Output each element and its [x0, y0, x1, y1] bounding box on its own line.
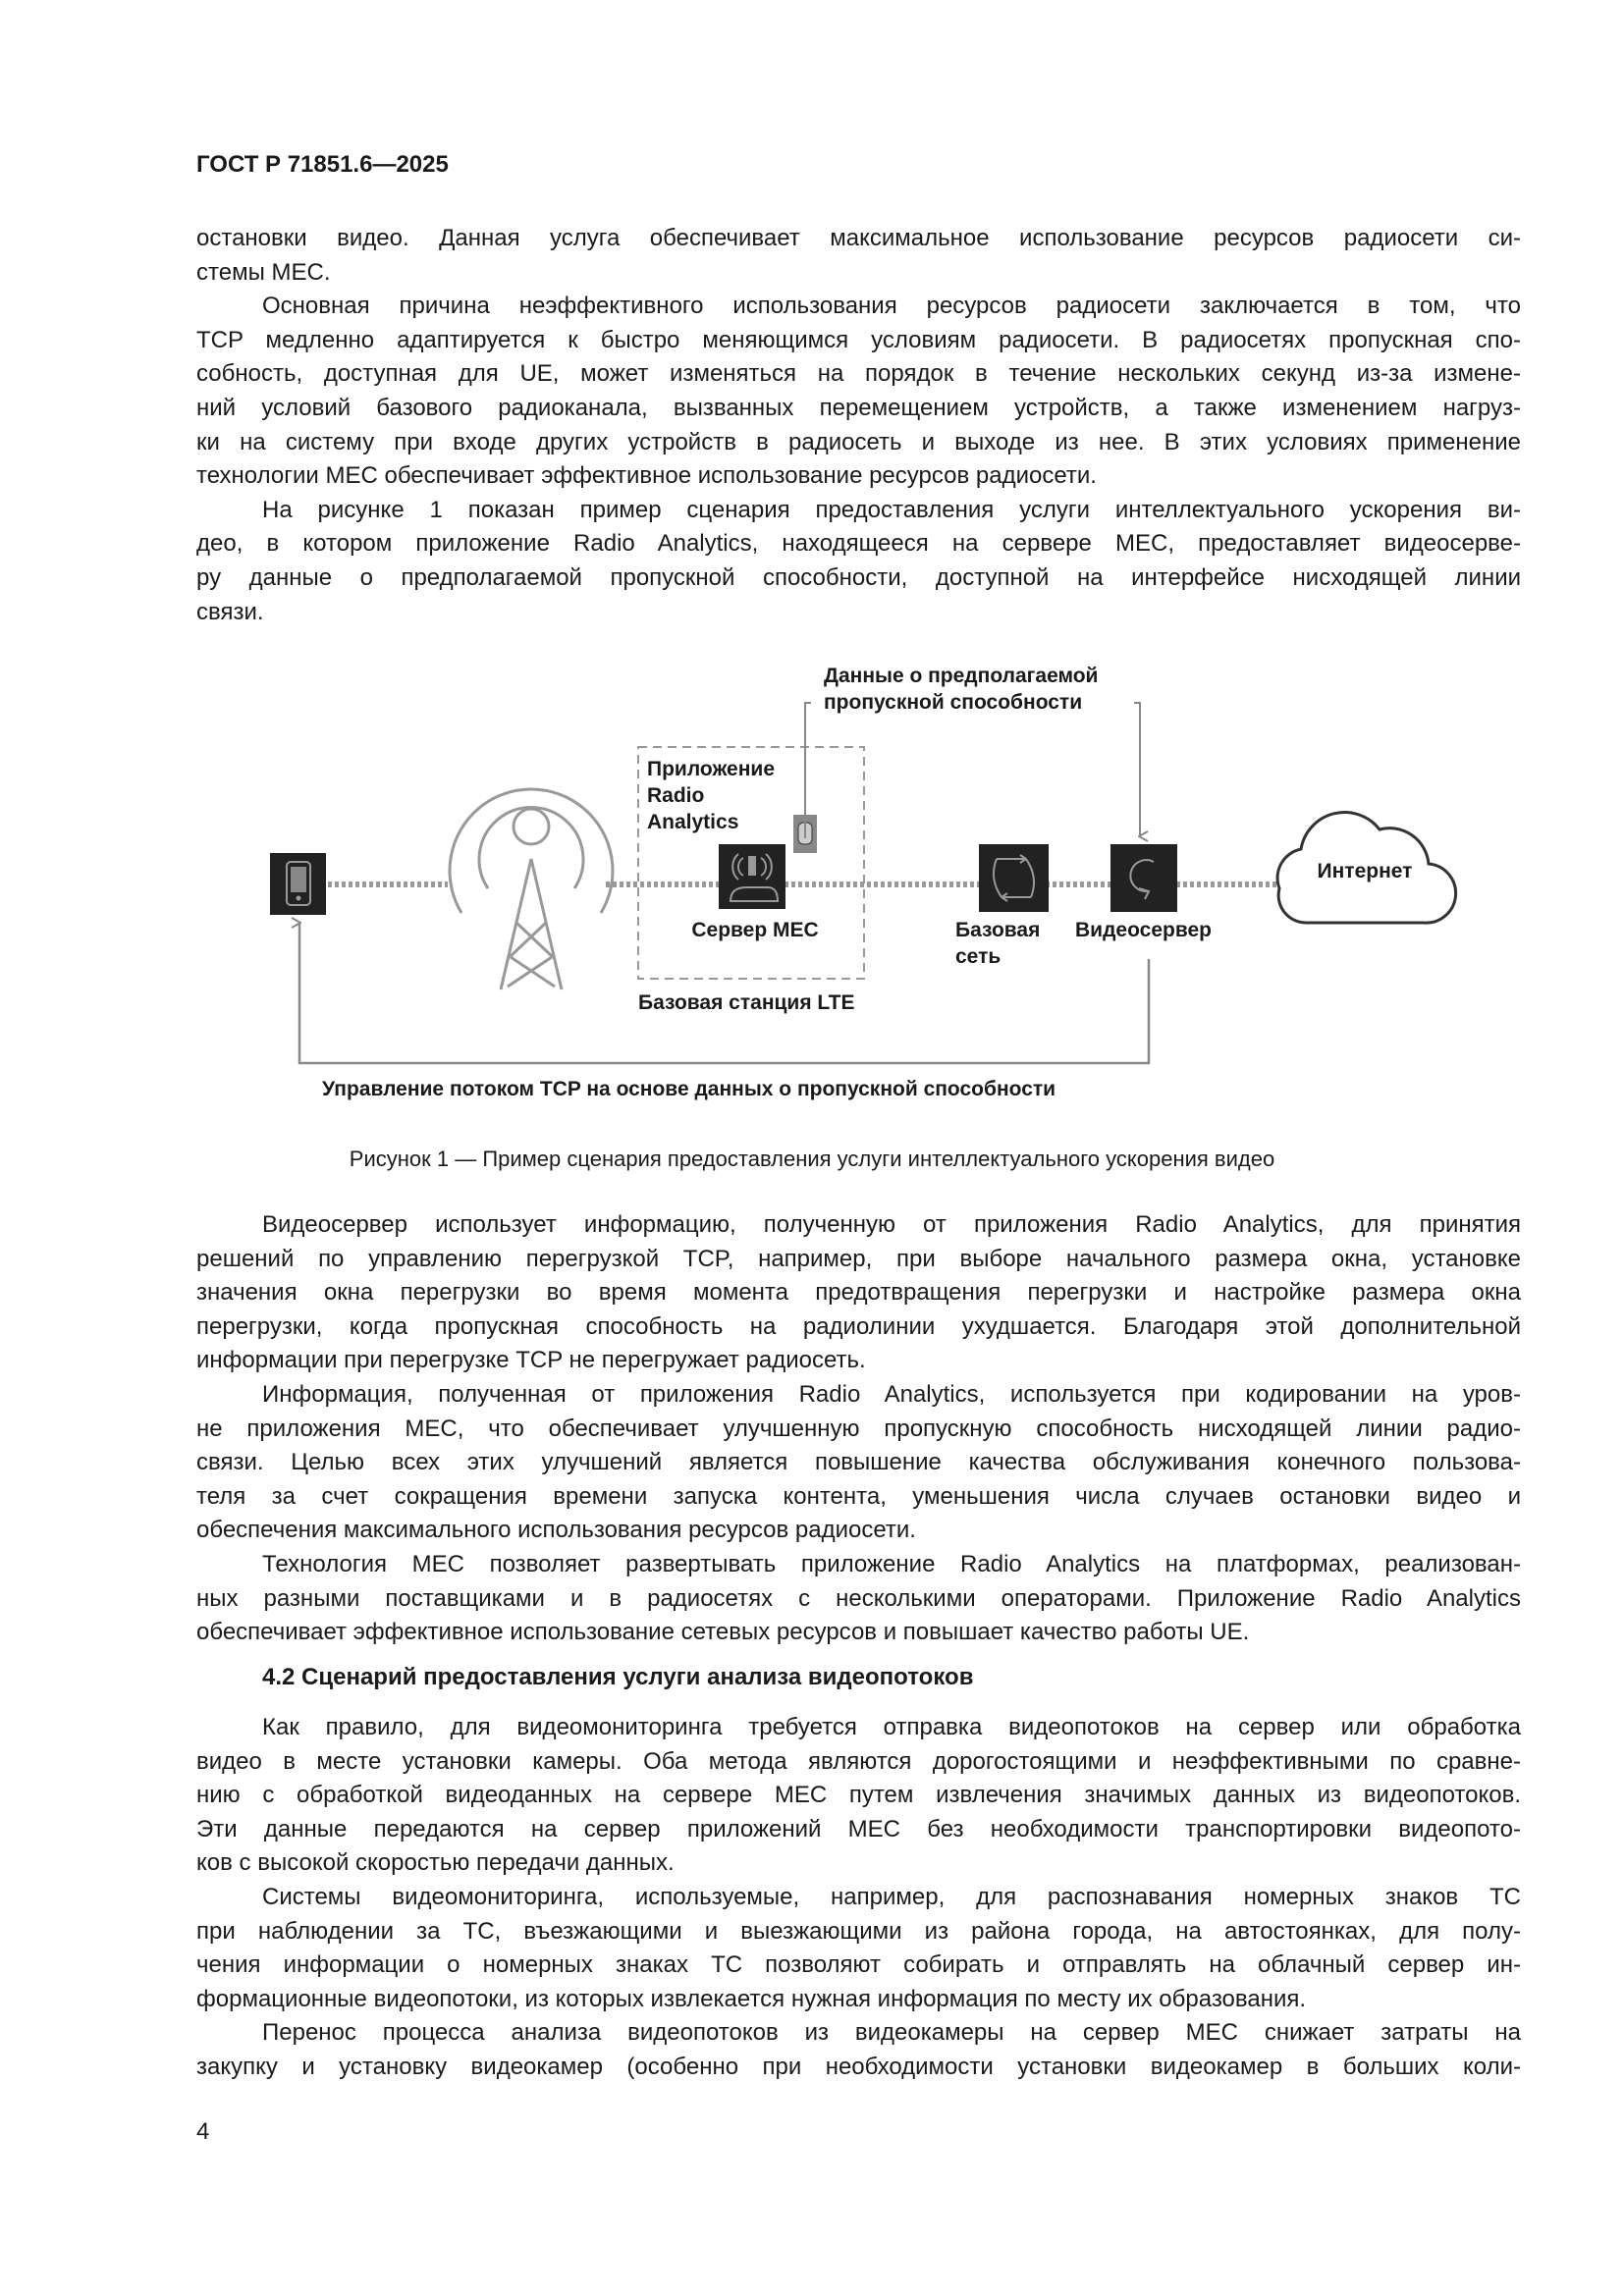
- video-server-label: Видеосервер: [1075, 919, 1212, 941]
- text-line: Системы видеомониторинга, используемые, например, для распознавания номерных знаков ТС: [262, 1883, 1521, 1910]
- text-line: значения окна перегрузки во время момента предотвращения перегрузки и настройке размера окна: [196, 1279, 1521, 1307]
- text-line: део, в котором приложение Radio Analytics, находящееся на сервере МЕС, предоставляет видеосерве-: [196, 530, 1521, 558]
- text-line: формационные видеопотоки, из которых извлекается нужная информация по месту их образования.: [196, 1985, 1307, 2012]
- text-line: закупку и установку видеокамер (особенно при необходимости установки видеокамер в больших коли-: [196, 2053, 1521, 2080]
- text-line: TCP медленно адаптируется к быстро меняющимся условиям радиосети. В радиосетях пропускная спо-: [196, 326, 1521, 353]
- phone-icon: [270, 853, 326, 915]
- app-label: Analytics: [647, 811, 739, 833]
- text-line: видео в месте установки камеры. Оба метода являются дорогостоящими и неэффективными по сравне-: [196, 1747, 1521, 1775]
- section-heading: 4.2 Сценарий предоставления услуги анализа видеопотоков: [262, 1664, 974, 1690]
- feedback-label: Управление потоком TCP на основе данных о пропускной способности: [322, 1078, 1056, 1100]
- text-line: ков с высокой скоростью передачи данных.: [196, 1849, 675, 1877]
- text-line: ных разными поставщиками и в радиосетях с несколькими операторами. Приложение Radio Analytics: [196, 1584, 1521, 1612]
- text-line: решений по управлению перегрузкой TCP, например, при выборе начального размера окна, установке: [196, 1245, 1521, 1272]
- text-line: связи. Целью всех этих улучшений является повышение качества обслуживания конечного пользова-: [196, 1449, 1521, 1476]
- text-line: ру данные о предполагаемой пропускной способности, доступной на интерфейсе нисходящей линии: [196, 563, 1521, 591]
- text-line: информации при перегрузке TCP не перегружает радиосеть.: [196, 1347, 866, 1374]
- figure-1-diagram: [0, 648, 1624, 1109]
- text-line: обеспечения максимального использования ресурсов радиосети.: [196, 1517, 916, 1544]
- app-label: Приложение: [647, 758, 776, 780]
- video-server-icon: [1110, 844, 1177, 912]
- text-line: Как правило, для видеомониторинга требуется отправка видеопотоков на сервер или обработка: [262, 1714, 1521, 1740]
- text-line: Перенос процесса анализа видеопотоков из видеокамеры на сервер МЕС снижает затраты на: [262, 2019, 1521, 2047]
- text-block-intro: [196, 222, 1521, 629]
- text-line: ки на систему при входе других устройств в радиосеть и выходе из нее. В этих условиях применение: [196, 428, 1521, 455]
- mec-server-label: Сервер МЕС: [691, 919, 819, 941]
- text-line: связи.: [196, 598, 264, 625]
- text-line: при наблюдении за ТС, въезжающими и выезжающими из района города, на автостоянках, для полу-: [196, 1917, 1521, 1945]
- app-label: Radio: [647, 784, 705, 807]
- text-block-video-analysis: [196, 1711, 1521, 2085]
- base-station-label: Базовая станция LTE: [638, 991, 855, 1014]
- text-line: остановки видео. Данная услуга обеспечивает максимальное использование ресурсов радиосети си-: [196, 225, 1521, 251]
- text-line: нию с обработкой видеоданных на сервере МЕС путем извлечения значимых данных из видеопотоков.: [196, 1782, 1521, 1809]
- text-line: перегрузки, когда пропускная способность на радиолинии ухудшается. Благодаря этой дополнительной: [196, 1312, 1521, 1340]
- text-line: Эти данные передаются на сервер приложений МЕС без необходимости транспортировки видеопото-: [196, 1815, 1521, 1842]
- document-header: ГОСТ Р 71851.6—2025: [196, 151, 449, 178]
- bandwidth-data-arrow: [1134, 703, 1140, 836]
- text-block-explanation: [196, 1208, 1521, 1650]
- bandwidth-label: Данные о предполагаемой: [824, 665, 1099, 687]
- text-line: собность, доступная для UE, может изменяться на порядок в течение нескольких секунд из-за измене-: [196, 360, 1521, 388]
- text-line: Основная причина неэффективного использования ресурсов радиосети заключается в том, что: [262, 293, 1521, 320]
- text-line: технологии МЕС обеспечивает эффективное использование ресурсов радиосети.: [196, 462, 1097, 490]
- bandwidth-label: пропускной способности: [824, 691, 1083, 714]
- text-line: ний условий базового радиоканала, вызванных перемещением устройств, а также изменением нагруз-: [196, 394, 1521, 421]
- mec-server-icon: [719, 844, 785, 909]
- text-line: На рисунке 1 показан пример сценария предоставления услуги интеллектуального ускорения ви-: [262, 496, 1521, 523]
- internet-label: Интернет: [1317, 860, 1413, 882]
- text-line: стемы МЕС.: [196, 258, 331, 286]
- text-line: Информация, полученная от приложения Radio Analytics, используется при кодировании на уров-: [262, 1380, 1521, 1408]
- text-line: чения информации о номерных знаках ТС позволяют собирать и отправлять на облачный сервер ин-: [196, 1951, 1521, 1979]
- core-network-icon: [979, 844, 1049, 912]
- text-line: теля за счет сокращения времени запуска контента, уменьшения числа случаев остановки видео и: [196, 1482, 1521, 1510]
- text-line: Видеосервер использует информацию, полученную от приложения Radio Analytics, для принятия: [262, 1211, 1521, 1238]
- page-number: 4: [196, 2118, 210, 2145]
- core-network-label: Базовая: [955, 919, 1041, 941]
- core-network-label: сеть: [955, 945, 1001, 968]
- cell-tower-icon: [450, 789, 613, 989]
- text-line: обеспечивает эффективное использование сетевых ресурсов и повышает качество работы UE.: [196, 1619, 1250, 1646]
- text-line: Технология МЕС позволяет развертывать приложение Radio Analytics на платформах, реализован-: [262, 1550, 1521, 1577]
- figure-caption: Рисунок 1 — Пример сценария предоставления услуги интеллектуального ускорения видео: [349, 1147, 1275, 1171]
- text-line: не приложения МЕС, что обеспечивает улучшенную пропускную способность нисходящей линии радио-: [196, 1415, 1521, 1442]
